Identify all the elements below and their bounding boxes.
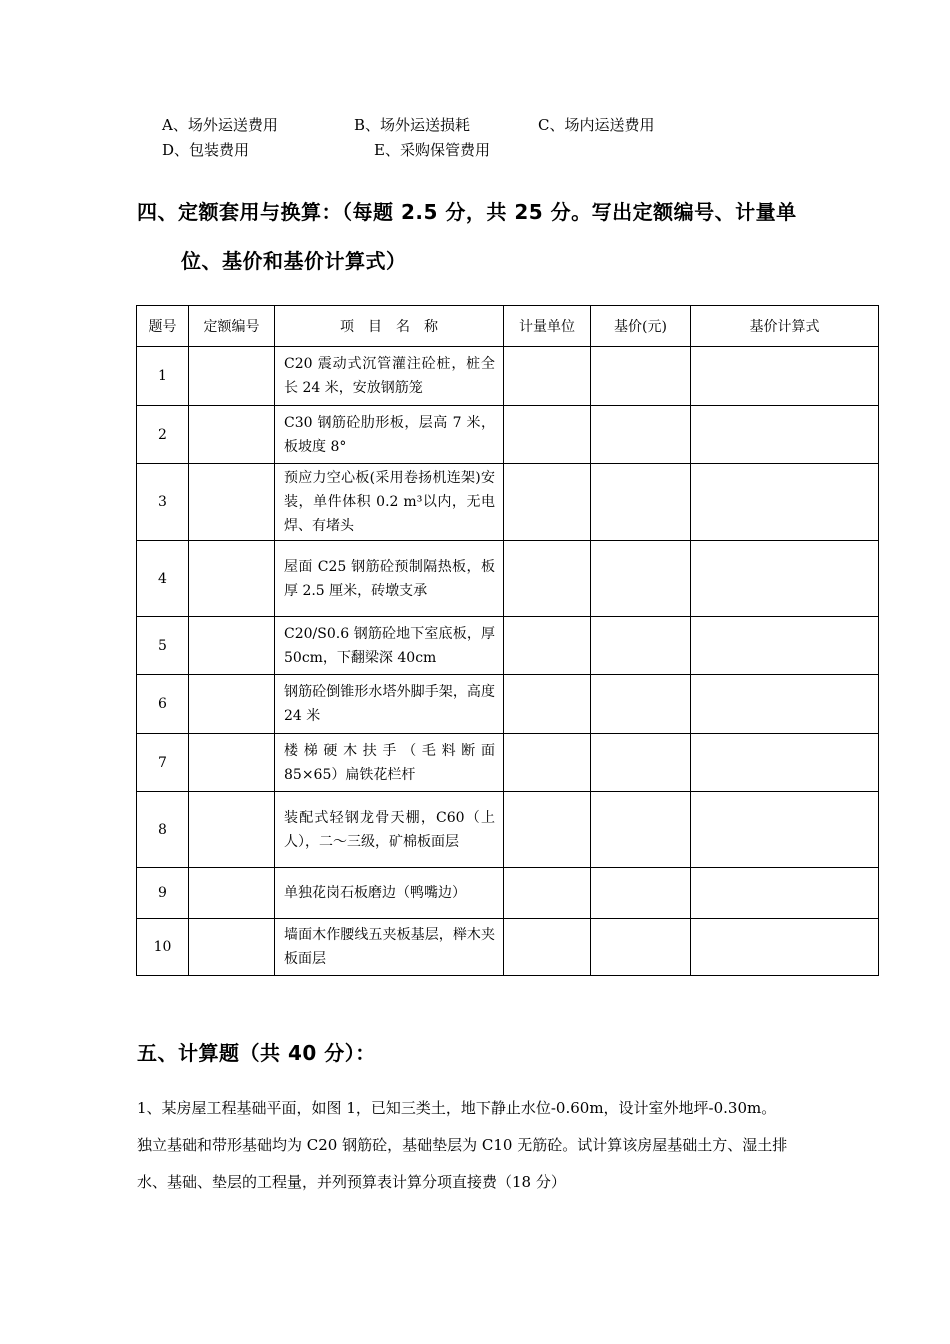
base-price-cell[interactable]: [591, 734, 691, 792]
formula-cell[interactable]: [691, 617, 879, 675]
formula-cell[interactable]: [691, 675, 879, 734]
unit-cell[interactable]: [504, 347, 591, 406]
table-row: [137, 734, 879, 792]
quota-code-cell[interactable]: [189, 347, 275, 406]
formula-cell[interactable]: [691, 347, 879, 406]
base-price-cell[interactable]: [591, 347, 691, 406]
question-1-line2: 独立基础和带形基础均为 C20 钢筋砼，基础垫层为 C10 无筋砼。试计算该房屋基础土方、湿土排: [137, 1136, 788, 1154]
row-no: 5: [137, 617, 189, 675]
formula-cell[interactable]: [691, 734, 879, 792]
section5-heading: 五、计算题（共 40 分）：: [137, 1041, 376, 1065]
base-price-cell[interactable]: [591, 919, 691, 976]
item-name: 屋面 C25 钢筋砼预制隔热板，板厚 2.5 厘米，砖墩支承: [275, 541, 504, 617]
row-no: 4: [137, 541, 189, 617]
question-1-line1: 1、某房屋工程基础平面，如图 1，已知三类土，地下静止水位-0.60m，设计室外地坪-0.30m。: [137, 1099, 777, 1117]
header-formula: 基价计算式: [691, 306, 879, 347]
option-e: E、采购保管费用: [374, 141, 490, 159]
unit-cell[interactable]: [504, 617, 591, 675]
table-row: [137, 541, 879, 617]
table-row: [137, 919, 879, 976]
formula-cell[interactable]: [691, 792, 879, 868]
unit-cell[interactable]: [504, 541, 591, 617]
formula-cell[interactable]: [691, 868, 879, 919]
base-price-cell[interactable]: [591, 792, 691, 868]
row-no: 10: [137, 919, 189, 976]
base-price-cell[interactable]: [591, 541, 691, 617]
table-row: [137, 792, 879, 868]
question-1: [137, 1090, 849, 1201]
unit-cell[interactable]: [504, 919, 591, 976]
row-no: 3: [137, 464, 189, 541]
option-c: C、场内运送费用: [538, 116, 655, 134]
base-price-cell[interactable]: [591, 406, 691, 464]
quota-code-cell[interactable]: [189, 792, 275, 868]
item-name: C20/S0.6 钢筋砼地下室底板，厚 50cm，下翻梁深 40cm: [275, 617, 504, 675]
formula-cell[interactable]: [691, 541, 879, 617]
header-no: 题号: [137, 306, 189, 347]
quota-code-cell[interactable]: [189, 541, 275, 617]
base-price-cell[interactable]: [591, 675, 691, 734]
item-name: 钢筋砼倒锥形水塔外脚手架，高度 24 米: [275, 675, 504, 734]
option-d: D、包装费用: [162, 141, 250, 159]
table-row: [137, 675, 879, 734]
item-name: 预应力空心板(采用卷扬机连架)安装，单件体积 0.2 m³以内，无电焊、有堵头: [275, 464, 504, 541]
row-no: 7: [137, 734, 189, 792]
unit-cell[interactable]: [504, 464, 591, 541]
header-quota-code: 定额编号: [189, 306, 275, 347]
unit-cell[interactable]: [504, 734, 591, 792]
base-price-cell[interactable]: [591, 617, 691, 675]
quota-code-cell[interactable]: [189, 617, 275, 675]
formula-cell[interactable]: [691, 919, 879, 976]
row-no: 8: [137, 792, 189, 868]
question-1-line3: 水、基础、垫层的工程量，并列预算表计算分项直接费（18 分）: [137, 1173, 566, 1191]
formula-cell[interactable]: [691, 464, 879, 541]
table-header-row: [137, 306, 879, 347]
unit-cell[interactable]: [504, 675, 591, 734]
item-name: 单独花岗石板磨边（鸭嘴边）: [275, 868, 504, 919]
formula-cell[interactable]: [691, 406, 879, 464]
table-row: [137, 464, 879, 541]
row-no: 1: [137, 347, 189, 406]
base-price-cell[interactable]: [591, 868, 691, 919]
unit-cell[interactable]: [504, 406, 591, 464]
section4-heading-line2: 位、基价和基价计算式）: [181, 249, 407, 273]
quota-code-cell[interactable]: [189, 919, 275, 976]
quota-code-cell[interactable]: [189, 734, 275, 792]
item-name: 楼梯硬木扶手（毛料断面 85×65）扁铁花栏杆: [275, 734, 504, 792]
row-no: 9: [137, 868, 189, 919]
table-row: [137, 868, 879, 919]
item-name: C20 震动式沉管灌注砼桩，桩全长 24 米，安放钢筋笼: [275, 347, 504, 406]
table-row: [137, 406, 879, 464]
header-base-price: 基价(元): [591, 306, 691, 347]
row-no: 6: [137, 675, 189, 734]
table-row: [137, 347, 879, 406]
unit-cell[interactable]: [504, 792, 591, 868]
quota-code-cell[interactable]: [189, 675, 275, 734]
item-name: 墙面木作腰线五夹板基层，榉木夹板面层: [275, 919, 504, 976]
table-row: [137, 617, 879, 675]
unit-cell[interactable]: [504, 868, 591, 919]
base-price-cell[interactable]: [591, 464, 691, 541]
row-no: 2: [137, 406, 189, 464]
item-name: 装配式轻钢龙骨天棚，C60（上人），二～三级，矿棉板面层: [275, 792, 504, 868]
item-name: C30 钢筋砼肋形板，层高 7 米，板坡度 8°: [275, 406, 504, 464]
quota-table: [136, 305, 879, 976]
section4-heading-line1: 四、定额套用与换算：（每题 2.5 分，共 25 分。写出定额编号、计量单: [137, 200, 797, 224]
quota-code-cell[interactable]: [189, 406, 275, 464]
header-item-name: 项 目 名 称: [275, 306, 504, 347]
header-unit: 计量单位: [504, 306, 591, 347]
option-a: A、场外运送费用: [162, 116, 278, 134]
quota-code-cell[interactable]: [189, 868, 275, 919]
quota-code-cell[interactable]: [189, 464, 275, 541]
option-b: B、场外运送损耗: [354, 116, 471, 134]
